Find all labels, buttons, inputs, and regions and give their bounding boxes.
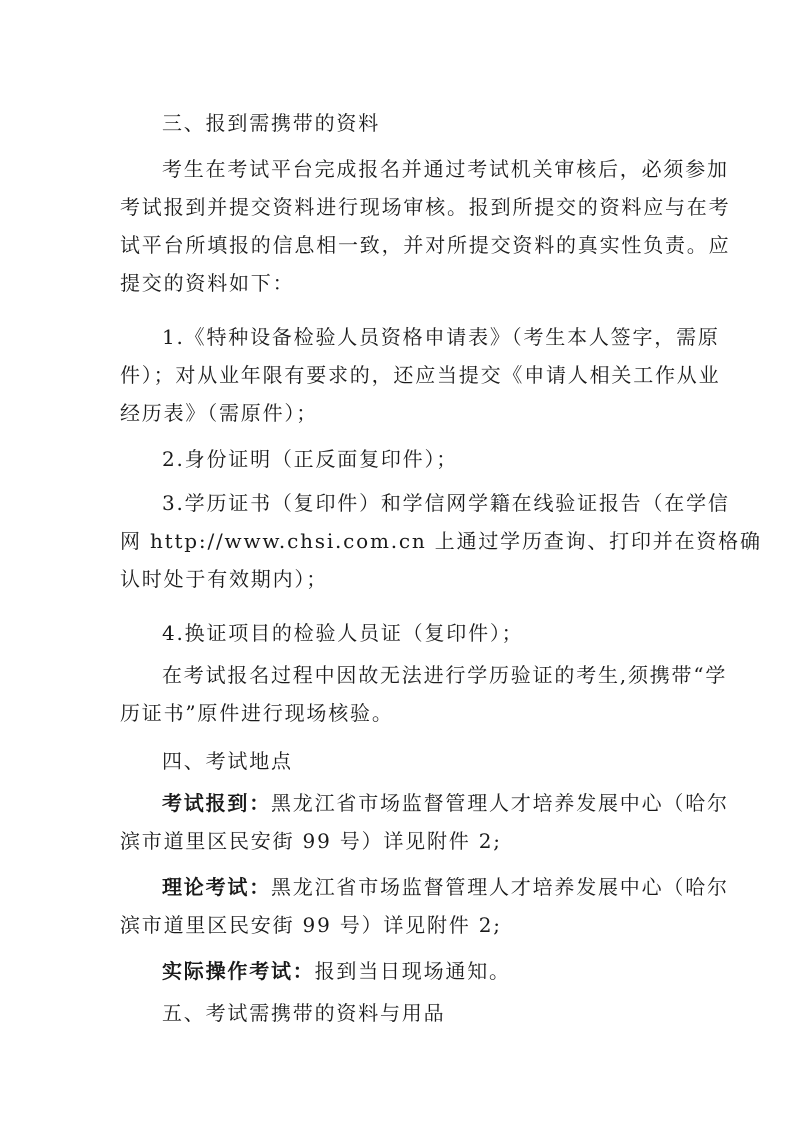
- section3-intro-paragraph: [120, 150, 731, 302]
- list-item-2: [120, 440, 680, 478]
- exam-registration-location: [120, 784, 729, 860]
- text-line: 件）；对从业年限有要求的，还应当提交《申请人相关工作从业: [120, 363, 721, 387]
- list-item-1: [120, 318, 721, 432]
- section-heading-3: 三、报到需携带的资料: [162, 111, 380, 135]
- text-line: 1.《特种设备检验人员资格申请表》（考生本人签字，需原: [162, 325, 720, 349]
- text-line: 经历表》（需原件）；: [120, 401, 318, 425]
- field-value: 黑龙江省市场监督管理人才培养发展中心（哈尔: [271, 791, 729, 815]
- list-item-3: [120, 484, 762, 598]
- section-heading-5: 五、考试需携带的资料与用品: [162, 1001, 446, 1025]
- text-line: [120, 868, 729, 906]
- text-line: 考试报到并提交资料进行现场审核。报到所提交的资料应与在考: [120, 195, 731, 219]
- text-line: 滨市道里区民安街 99 号）详见附件 2;: [120, 829, 502, 853]
- practical-exam-location: [120, 952, 680, 990]
- text-line: 2.身份证明（正反面复印件）；: [162, 447, 459, 471]
- text-line: 滨市道里区民安街 99 号）详见附件 2;: [120, 913, 502, 937]
- text-line: 在考试报名过程中因故无法进行学历验证的考生,须携带“学: [162, 663, 728, 687]
- section-heading-4: 四、考试地点: [162, 749, 293, 773]
- text-line: 3.学历证书（复印件）和学信网学籍在线验证报告（在学信: [162, 491, 730, 515]
- field-label: 实际操作考试：: [162, 959, 315, 983]
- field-value: 报到当日现场通知。: [314, 959, 511, 983]
- field-label: 理论考试：: [162, 875, 271, 899]
- text-line: 提交的资料如下：: [120, 271, 295, 295]
- text-line: 4.换证项目的检验人员证（复印件）；: [162, 621, 524, 645]
- text-line: 认时处于有效期内）；: [120, 567, 328, 591]
- list-item-4: [120, 614, 680, 652]
- text-line: [120, 952, 680, 990]
- text-line: 考生在考试平台完成报名并通过考试机关审核后，必须参加: [162, 157, 729, 181]
- text-line: 试平台所填报的信息相一致，并对所提交资料的真实性负责。应: [120, 233, 731, 257]
- field-value: 黑龙江省市场监督管理人才培养发展中心（哈尔: [271, 875, 729, 899]
- section3-note-paragraph: [120, 656, 728, 732]
- field-label: 考试报到：: [162, 791, 271, 815]
- theory-exam-location: [120, 868, 729, 944]
- text-line: 网 http://www.chsi.com.cn 上通过学历查询、打印并在资格确: [120, 529, 762, 553]
- text-line: [120, 784, 729, 822]
- text-line: 历证书”原件进行现场核验。: [120, 701, 394, 725]
